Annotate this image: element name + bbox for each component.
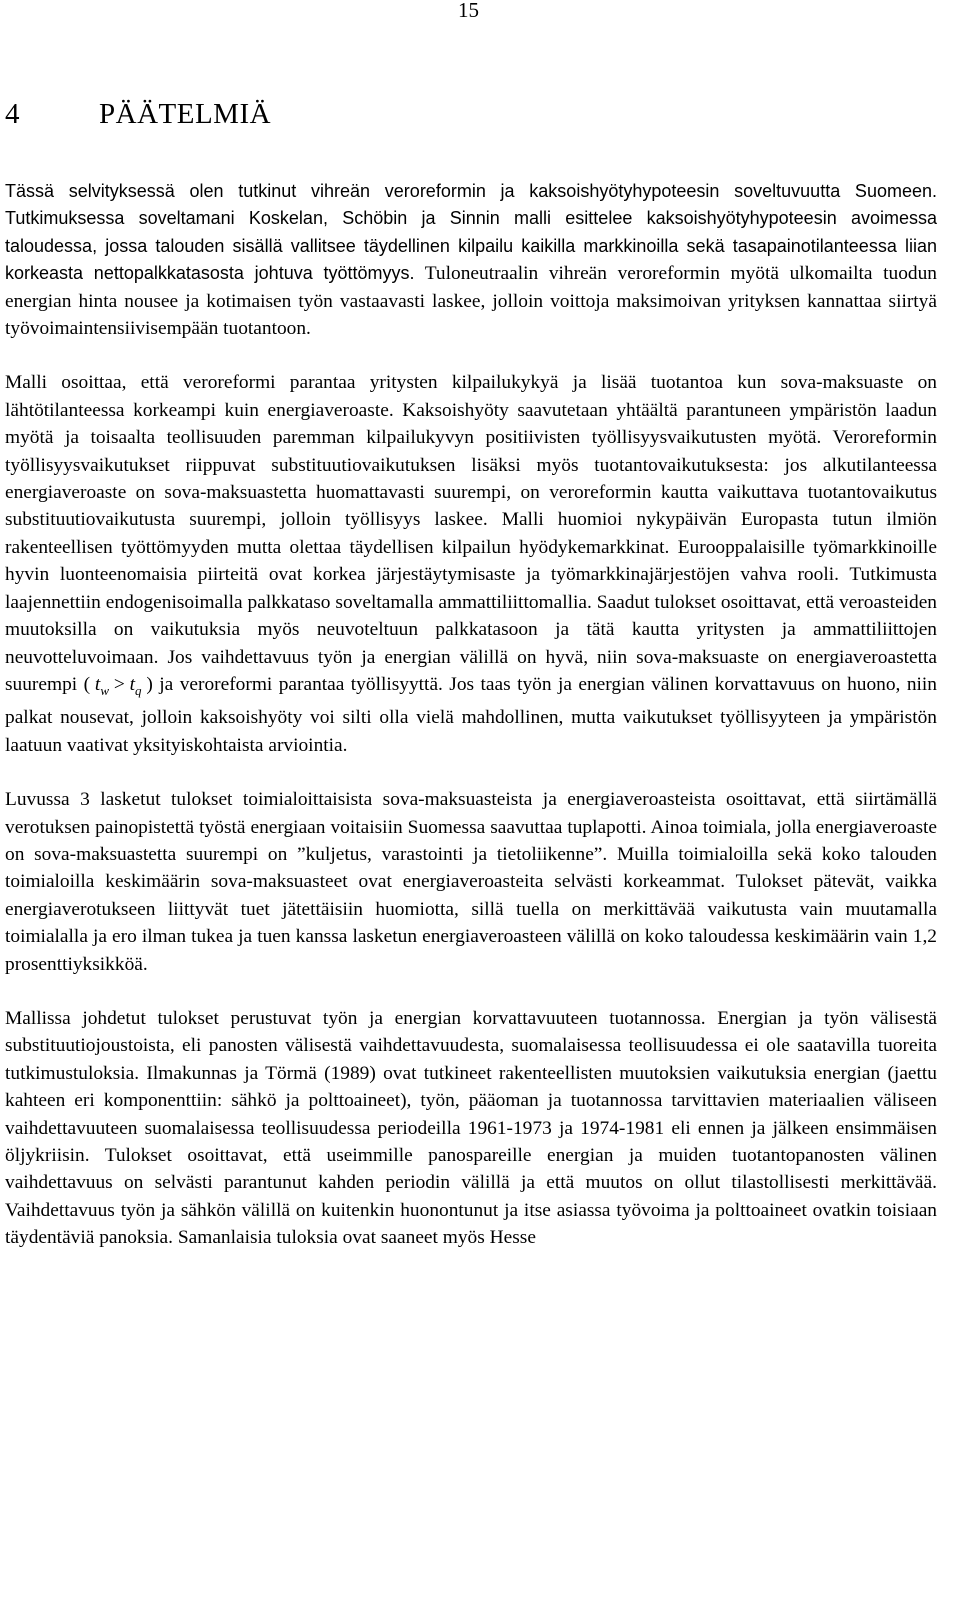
page-number: 15: [458, 0, 479, 22]
chapter-number: 4: [5, 98, 20, 130]
paragraph-2: [5, 369, 937, 759]
formula-open-paren: (: [83, 673, 91, 695]
paragraph-4: Mallissa johdetut tulokset perustuvat työn ja energian korvattavuuteen tuotannossa. Energian ja työn välisestä substituutiojoustoista, eli panosten välisestä vaihdettavuudesta, suomalaisessa teollisuudessa ei ole saatavilla tuoreita tutkimustuloksia. Ilmakunnas ja Törmä (1989) ovat tutkineet rakenteellisten muutoksien vaikutuksia energian (jaettu kahteen eri komponenttiin: sähkö ja polttoaineet), työn, pääoman ja tuotannossa tarvittavien materiaalien väliseen vaihdettavuuteen suomalaisessa teollisuudessa periodeilla 1961-1973 ja 1974-1981 eli ennen ja jälkeen ensimmäisen öljykriisin. Tulokset osoittavat, että useimmille panospareille energian ja muiden tuotantopanosten välinen vaihdettavuus on selvästi parantunut kahden periodin välillä ja että muutos on ollut tilastollisesti merkittävää. Vaihdettavuus työn ja sähkön välillä on kuitenkin huonontunut ja itse asiassa työvoima ja polttoaineet ovatkin toisiaan täydentäviä panoksia. Samanlaisia tuloksia ovat saaneet myös Hesse: [5, 1007, 937, 1249]
chapter-title: PÄÄTELMIÄ: [99, 98, 272, 130]
paragraph-1-part-2: Tuloneutraalin vihreän veroreformin myötä ulkomailta tuodun energian hinta nousee ja kotimaisen työn vastaavasti laskee, jolloin voittoja maksimoivan yrityksen kannattaa siirtyä työvoimaintensiivisempään tuotantoon.: [5, 263, 937, 340]
formula-operator: >: [113, 673, 125, 695]
formula-close-paren: ): [146, 673, 153, 695]
formula-lhs-subscript: w: [100, 682, 109, 698]
paragraph-3: Luvussa 3 lasketut tulokset toimialoittaisista sova-maksuasteista ja energiaveroasteista osoittavat, että siirtämällä verotuksen painopistettä työstä energiaan voitaisiin Suomessa saavuttaa tuplapotti. Ainoa toimiala, jolla energiaveroaste on sova-maksuastetta suurempi on ”kuljetus, varastointi ja tietoliikenne”. Muilla toimialoilla sekä koko talouden toimialoilla keskimäärin sova-maksuasteet ovat energiaveroasteita selvästi korkeammat. Tulokset pätevät, vaikka energiaverotukseen liittyvät tuet jätettäisiin huomiotta, sillä tuella on merkittävää vaikutusta vain muutamalla toimialalla ja ero ilman tukea ja tuen kanssa lasketun energiaveroasteen välillä on koko taloudessa keskimäärin vain 1,2 prosenttiyksikköä.: [5, 789, 937, 975]
formula-rhs: t: [129, 673, 136, 695]
inequality-formula: [84, 671, 153, 704]
paragraph-2-before-formula: Malli osoittaa, että veroreformi parantaa yritysten kilpailukykyä ja lisää tuotantoa kun sova-maksuaste on lähtötilanteessa korkeampi kuin energiaveroaste. Kaksoishyöty saavutetaan yhtäältä parantuneen ympäristön laadun myötä ja toisaalta teollisuuden paremman kilpailukyvyn positiivisten työllisyysvaikutusten myötä. Veroreformin työllisyysvaikutukset riippuvat substituutiovaikutuksen lisäksi myös tuotantovaikutuksesta: jos alkutilanteessa energiaveroaste on sova-maksuastetta huomattavasti suurempi, on veroreformin kautta vaikuttava tuotantovaikutus substituutiovaikutusta suurempi, jolloin työllisyys laskee. Malli huomioi nykypäivän Europasta tutun ilmiön rakenteellisen työttömyyden mutta olettaa täydellisen kilpailun hyödykemarkkinat. Eurooppalaisille työmarkkinoille hyvin luonteenomaisia piirteitä ovat korkea järjestäytymisaste ja työmarkkinajärjestöjen vahva rooli. Tutkimusta laajennettiin endogenisoimalla palkkataso soveltamalla ammattiliittomallia. Saadut tulokset osoittavat, että veroasteiden muutoksilla on vaikutuksia myös neuvoteltuun palkkatasoon ja tätä kautta yritysten ja ammattiliittojen neuvotteluvoimaan. Jos vaihdettavuus työn ja energian välillä on hyvä, niin sova-maksuaste on energiaveroastetta suurempi: [5, 372, 937, 695]
formula-lhs: t: [94, 673, 101, 695]
chapter-heading: [5, 98, 271, 131]
paragraph-1: [5, 178, 937, 342]
body-text: [5, 178, 937, 1279]
paragraph-1-part-1: Tässä selvityksessä olen tutkinut vihreän veroreformin ja kaksoishyötyhypoteesin soveltuvuutta Suomeen. Tutkimuksessa soveltamani Koskelan, Schöbin ja Sinnin malli esittelee kaksoishyötyhypoteesin avoimessa taloudessa, jossa talouden sisällä vallitsee täydellinen kilpailu kaikilla markkinoilla sekä tasapainotilanteessa liian korkeasta nettopalkkatasosta johtuva työttömyys.: [5, 181, 937, 284]
formula-rhs-subscript: q: [135, 682, 142, 698]
paragraph-2-after-formula: ja veroreformi parantaa työllisyyttä. Jos taas työn ja energian välinen korvattavuus on huono, niin palkat nousevat, jolloin kaksoishyöty voi silti olla vielä mahdollinen, mutta vaikutukset työllisyyteen ja ympäristön laatuun vaativat yksityiskohtaista arviointia.: [5, 673, 937, 756]
